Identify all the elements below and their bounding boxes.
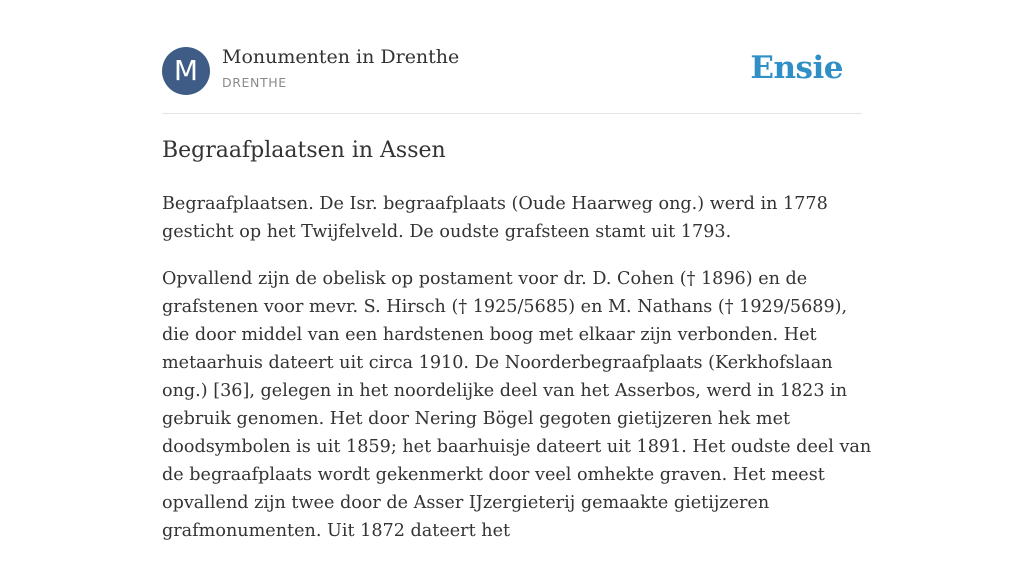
content-column (162, 0, 872, 541)
ensie-logo[interactable]: Ensie (750, 50, 843, 86)
article-paragraph: Opvallend zijn de obelisk op postament voor dr. D. Cohen († 1896) en de grafstenen voor mevr. S. Hirsch († 1925/5685) en M. Nathans († 1929/5689), die door middel van een hardstenen boog met elkaar zijn verbonden. Het metaarhuis dateert uit circa 1910. De Noorderbegraafplaats (Kerkhofslaan ong.) [36], gelegen in het noordelijke deel van het Asserbos, werd in 1823 in gebruik genomen. Het door Nering Bögel gegoten gietijzeren hek met doodsymbolen is uit 1859; het baarhuisje dateert uit 1891. Het oudste deel van de begraafplaats wordt gekenmerkt door veel omhekte graven. Het meest opvallend zijn twee door de Asser IJzergieterij gemaakte gietijzeren grafmonumenten. Uit 1872 dateert het (162, 269, 872, 541)
article-paragraph: Begraafplaatsen. De Isr. begraafplaats (Oude Haarweg ong.) werd in 1778 gesticht op het Twijfelveld. De oudste grafsteen stamt uit 1793. (162, 194, 828, 242)
site-header (162, 0, 862, 114)
avatar[interactable]: M (162, 47, 210, 95)
book-subtitle-link[interactable]: DRENTHE (222, 75, 287, 90)
book-title-link[interactable]: Monumenten in Drenthe (222, 46, 460, 68)
article-title: Begraafplaatsen in Assen (162, 138, 446, 163)
article-body (162, 190, 872, 564)
